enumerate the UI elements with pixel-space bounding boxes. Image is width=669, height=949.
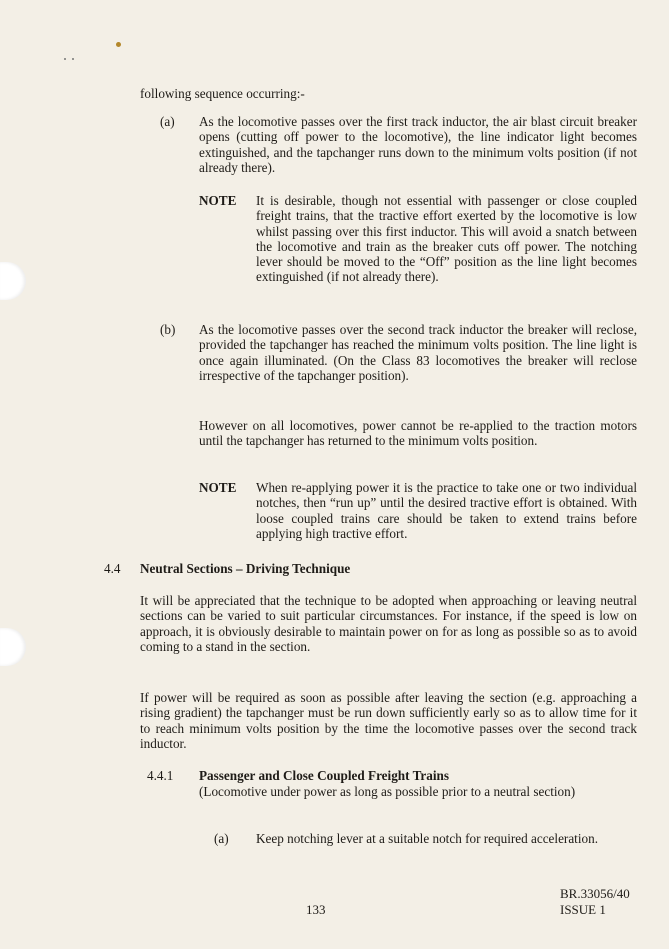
intro-text: following sequence occurring:-	[140, 86, 305, 101]
subsection-title: Passenger and Close Coupled Freight Trains	[199, 768, 449, 783]
paper-speck	[116, 42, 121, 47]
item-a-text: As the locomotive passes over the first track inductor, the air blast circuit breaker opens (cutting off power to the locomotive), the line indicator light becomes extinguished, and the tapchanger runs down to the minimum volts position (if not already there).	[199, 114, 637, 175]
subsection-item-a-text: Keep notching lever at a suitable notch for required acceleration.	[256, 831, 598, 846]
binder-hole-bottom	[0, 628, 26, 666]
binder-hole-top	[0, 262, 26, 300]
however-text: However on all locomotives, power cannot be re-applied to the traction motors until the tapchanger has returned to the minimum volts position.	[199, 418, 637, 449]
section-para-2: If power will be required as soon as possible after leaving the section (e.g. approaching a rising gradient) the tapchanger must be run down sufficiently early so as to allow time for it to reach minimum volts position by the time the locomotive passes over the second track inductor.	[140, 690, 637, 751]
issue-number: ISSUE 1	[560, 902, 606, 917]
paper-dot	[64, 58, 66, 60]
subsection-number: 4.4.1	[147, 768, 174, 783]
section-number: 4.4	[104, 561, 121, 576]
note-2-text: When re-applying power it is the practice to take one or two individual notches, then “run up” until the desired tractive effort is obtained. With loose coupled trains care should be taken to extend trains before applying high tractive effort.	[256, 480, 637, 541]
item-b-text: As the locomotive passes over the second track inductor the breaker will reclose, provided the tapchanger has reached the minimum volts position. The line light is once again illuminated. (On the Class 83 locomotives the breaker will reclose irrespective of the tapchanger position).	[199, 322, 637, 383]
document-reference: BR.33056/40	[560, 886, 630, 901]
note-1-text: It is desirable, though not essential with passenger or close coupled freight trains, that the tractive effort exerted by the locomotive is low whilst passing over this first inductor. This will avoid a snatch between the locomotive and train as the breaker cuts off power. The notching lever should be moved to the “Off” position as the line light becomes extinguished (if not already there).	[256, 193, 637, 285]
section-title: Neutral Sections – Driving Technique	[140, 561, 351, 576]
section-para-1: It will be appreciated that the technique to be adopted when approaching or leaving neutral sections can be varied to suit particular circumstances. For instance, if the speed is low on approach, it is obviously desirable to maintain power on for as long as possible so as to avoid coming to a stand in the section.	[140, 593, 637, 654]
subsection-subtitle: (Locomotive under power as long as possible prior to a neutral section)	[199, 784, 576, 799]
item-b-label: (b)	[160, 322, 176, 337]
note-1-label: NOTE	[199, 193, 237, 208]
paper-dot	[72, 58, 74, 60]
subsection-item-a-label: (a)	[214, 831, 229, 846]
item-a-label: (a)	[160, 114, 175, 129]
note-2-label: NOTE	[199, 480, 237, 495]
page-number: 133	[306, 902, 326, 917]
